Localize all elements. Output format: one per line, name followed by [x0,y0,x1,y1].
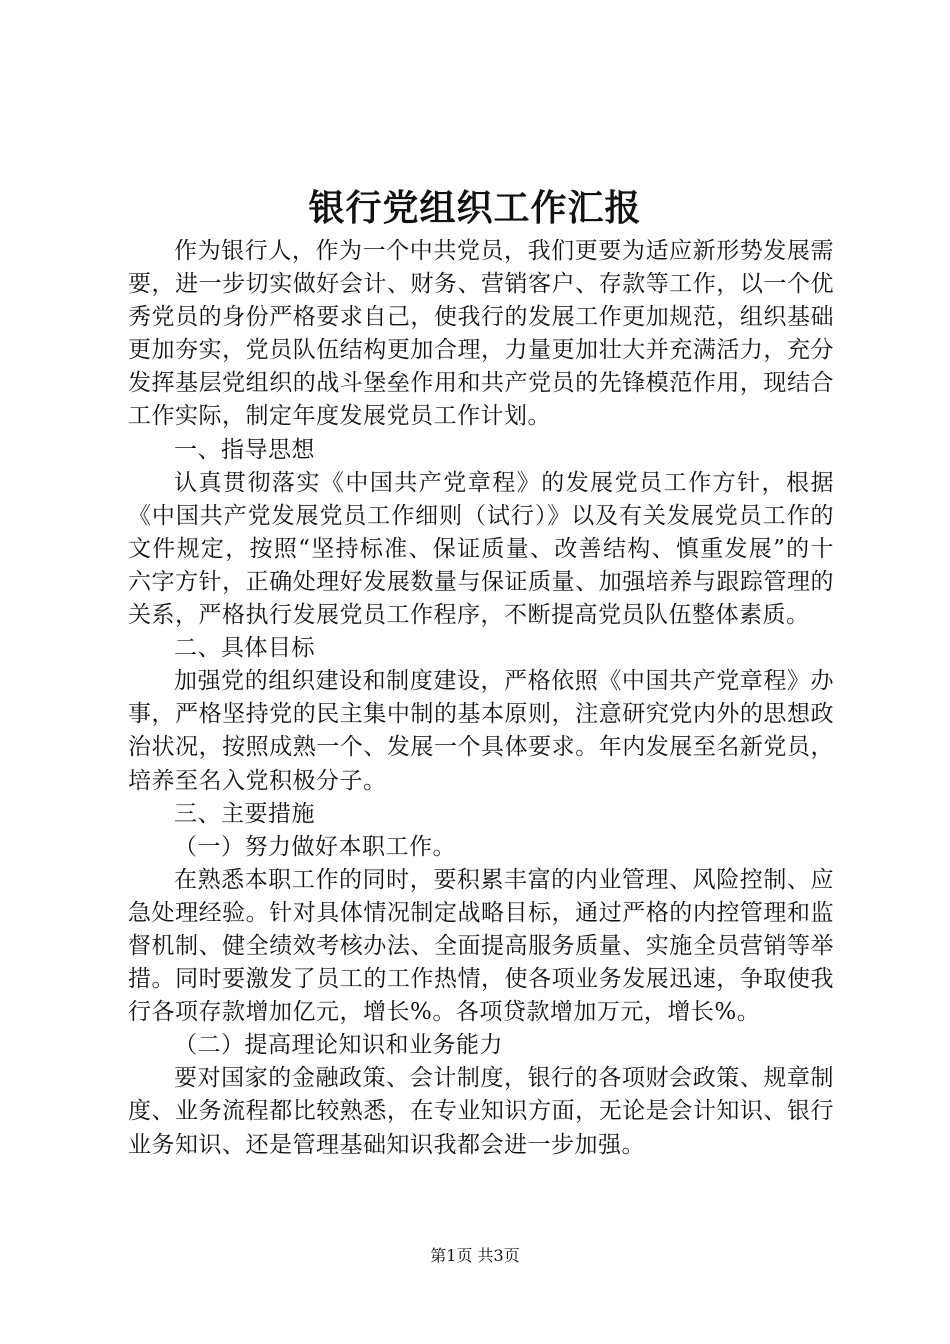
subsection-heading-knowledge: （二）提高理论知识和业务能力 [174,1032,503,1059]
specific-goals-paragraph: 加强党的组织建设和制度建设，严格依照《中国共产党章程》办事，严格坚持党的民主集中制的基本原则，注意研究党内外的思想政治状况，按照成熟一个、发展一个具体要求。年内发展至名新党员，培养至名入党积极分子。 [128,668,834,794]
document-body [128,235,834,1162]
guiding-ideology-paragraph: 认真贯彻落实《中国共产党章程》的发展党员工作方针，根据《中国共产党发展党员工作细则（试行）》以及有关发展党员工作的文件规定，按照“坚持标准、保证质量、改善结构、慎重发展”的十六字方针，正确处理好发展数量与保证质量、加强培养与跟踪管理的关系，严格执行发展党员工作程序，不断提高党员队伍整体素质。 [128,469,834,629]
document-title: 银行党组织工作汇报 [308,187,642,229]
knowledge-paragraph: 要对国家的金融政策、会计制度，银行的各项财会政策、规章制度、业务流程都比较熟悉，在专业知识方面，无论是会计知识、银行业务知识、还是管理基础知识我都会进一步加强。 [128,1065,834,1158]
section-heading-specific-goals: 二、具体目标 [174,635,315,662]
job-duties-paragraph: 在熟悉本职工作的同时，要积累丰富的内业管理、风险控制、应急处理经验。针对具体情况制定战略目标，通过严格的内控管理和监督机制、健全绩效考核办法、全面提高服务质量、实施全员营销等举措。同时要激发了员工的工作热情，使各项业务发展迅速，争取使我行各项存款增加亿元，增长%。各项贷款增加万元，增长%。 [128,866,834,1026]
intro-paragraph: 作为银行人，作为一个中共党员，我们更要为适应新形势发展需要，进一步切实做好会计、财务、营销客户、存款等工作，以一个优秀党员的身份严格要求自己，使我行的发展工作更加规范，组织基础更加夯实，党员队伍结构更加合理，力量更加壮大并充满活力，充分发挥基层党组织的战斗堡垒作用和共产党员的先锋模范作用，现结合工作实际，制定年度发展党员工作计划。 [128,238,834,430]
section-heading-guiding-ideology: 一、指导思想 [174,436,315,463]
section-heading-main-measures: 三、主要措施 [174,800,315,827]
subsection-heading-job-duties: （一）努力做好本职工作。 [174,833,456,860]
page-footer: 第1页 共3页 [430,1246,520,1265]
